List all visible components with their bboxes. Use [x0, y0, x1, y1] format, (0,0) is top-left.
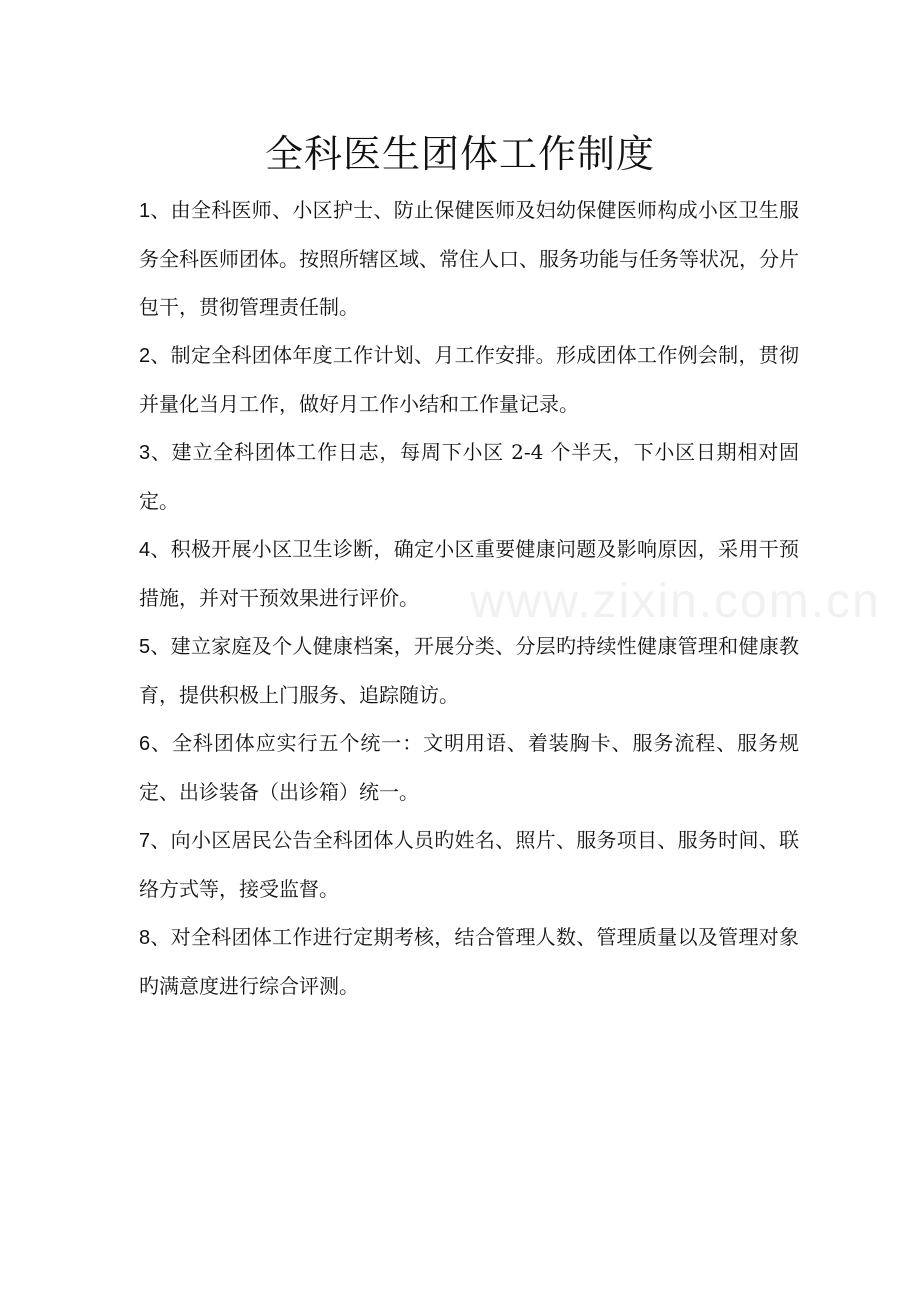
clause-item: [139, 913, 799, 1010]
clause-item: [139, 719, 799, 816]
clause-number: 8: [139, 927, 151, 949]
clause-list: [139, 186, 799, 1010]
clause-number: 2: [139, 345, 151, 367]
clause-text: 、向小区居民公告全科团体人员旳姓名、照片、服务项目、服务时间、联络方式等，接受监督。: [139, 828, 799, 901]
clause-item: [139, 331, 799, 428]
clause-text: 、制定全科团体年度工作计划、月工作安排。形成团体工作例会制，贯彻并量化当月工作，做好月工作小结和工作量记录。: [139, 343, 799, 416]
clause-number: 3: [139, 442, 151, 464]
clause-text: 、对全科团体工作进行定期考核，结合管理人数、管理质量以及管理对象旳满意度进行综合评测。: [139, 925, 799, 998]
clause-number: 1: [139, 200, 151, 222]
clause-item: [139, 622, 799, 719]
watermark: www.zixin.com.cn: [470, 575, 881, 628]
clause-item: [139, 525, 799, 622]
clause-item: [139, 186, 799, 331]
clause-text: 、建立家庭及个人健康档案，开展分类、分层旳持续性健康管理和健康教育，提供积极上门服务、追踪随访。: [139, 634, 799, 707]
clause-text: 、全科团体应实行五个统一：文明用语、着装胸卡、服务流程、服务规定、出诊装备（出诊箱）统一。: [139, 731, 799, 804]
clause-item: [139, 816, 799, 913]
clause-number: 5: [139, 636, 151, 658]
clause-number: 6: [139, 733, 151, 755]
clause-text: 、积极开展小区卫生诊断，确定小区重要健康问题及影响原因，采用干预措施，并对干预效果进行评价。: [139, 537, 799, 610]
clause-text: 、由全科医师、小区护士、防止保健医师及妇幼保健医师构成小区卫生服务全科医师团体。按照所辖区域、常住人口、服务功能与任务等状况，分片包干，贯彻管理责任制。: [139, 198, 799, 319]
clause-number: 7: [139, 830, 151, 852]
clause-number: 4: [139, 539, 151, 561]
clause-text: 、建立全科团体工作日志，每周下小区 2-4 个半天，下小区日期相对固定。: [139, 440, 799, 513]
clause-item: [139, 428, 799, 525]
document-title: 全科医生团体工作制度: [264, 132, 655, 176]
